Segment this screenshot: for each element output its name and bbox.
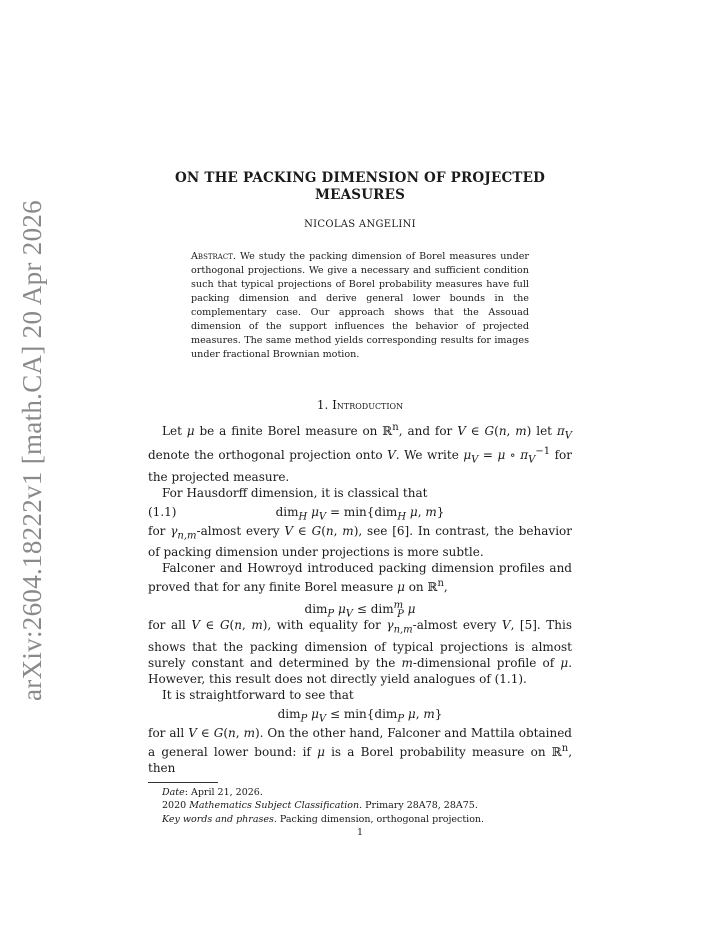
equation-1-1: (1.1) dim$_H$ $\mu_V = \min\{dim_H$ μ, m}	[148, 501, 572, 523]
page-number: 1	[356, 827, 364, 839]
footnote-date: Date: April 21, 2026.	[162, 786, 263, 798]
footnote-rule	[148, 782, 218, 783]
abstract-text: We study the packing dimension of Borel measures under orthogonal projections. We give a necessary and sufficient condition such that typical projections of Borel probability measures have full packing dimension and derive general lower bounds in the complementary case. Our approach shows that the Assouad dimension of the support influences the behavior of projected measures. The same method yields corresponding results for images under fractional Brownian motion.	[191, 251, 529, 360]
intro-paragraph-5: for all V ∈ G(n, m), with equality for $\gamma_{n,m}$-almost every V, [5]. This shows that the packing dimension of typical projections is almost surely constant and determined by the m-dimensional profile of μ. However, this result does not directly yield analogues of (1.1).	[148, 618, 573, 686]
equation-packing-profile: dim$_P$ $\mu_V \le dim^m_P$ μ	[304, 600, 416, 620]
intro-paragraph-3: for $\gamma_{n,m}$-almost every V ∈ G(n, m), see [6]. In contrast, the behavior of packing dimension under projections is more subtle.	[148, 523, 572, 560]
arxiv-id-text: arXiv:2604.18222v1 [math.CA] 20 Apr 2026	[16, 199, 47, 701]
intro-paragraph-6: It is straightforward to see that	[162, 687, 354, 702]
section-heading-introduction: 1. Introduction	[316, 398, 404, 412]
title-line-1: ON THE PACKING DIMENSION OF PROJECTED	[174, 170, 546, 186]
title-line-2: MEASURES	[314, 187, 406, 203]
footnote-msc: 2020 Mathematics Subject Classification. Primary 28A78, 28A75.	[162, 800, 478, 812]
intro-paragraph-2: For Hausdorff dimension, it is classical that	[162, 485, 428, 500]
abstract-label: Abstract.	[191, 251, 236, 262]
abstract	[191, 250, 529, 362]
footnotes	[148, 786, 572, 827]
author-name: NICOLAS ANGELINI	[304, 219, 416, 230]
intro-paragraph-1: Let μ be a finite Borel measure on ℝ$^n$, and for V ∈ G(n, m) let $\pi_V$ denote the orthogonal projection onto V. We write $\mu_V = \mu$ ∘ $\pi_V^{-1}$ for the projected measure.	[148, 422, 573, 484]
paper-page	[148, 170, 572, 838]
intro-paragraph-4: Falconer and Howroyd introduced packing dimension profiles and proved that for any finite Borel measure μ on ℝ$^n$,	[148, 561, 572, 595]
paper-title	[148, 170, 572, 204]
footnote-keywords: Key words and phrases. Packing dimension, orthogonal projection.	[162, 813, 485, 825]
equation-number: (1.1)	[148, 504, 177, 519]
equation-upper-bound: dim$_P$ $\mu_V \le \min\{dim_P$ μ, m}	[277, 706, 443, 724]
arxiv-sidebar-stamp	[14, 199, 50, 701]
intro-paragraph-7: for all V ∈ G(n, m). On the other hand, Falconer and Mattila obtained a general lower bound: if μ is a Borel probability measure on ℝ$^n$, then	[148, 725, 573, 775]
